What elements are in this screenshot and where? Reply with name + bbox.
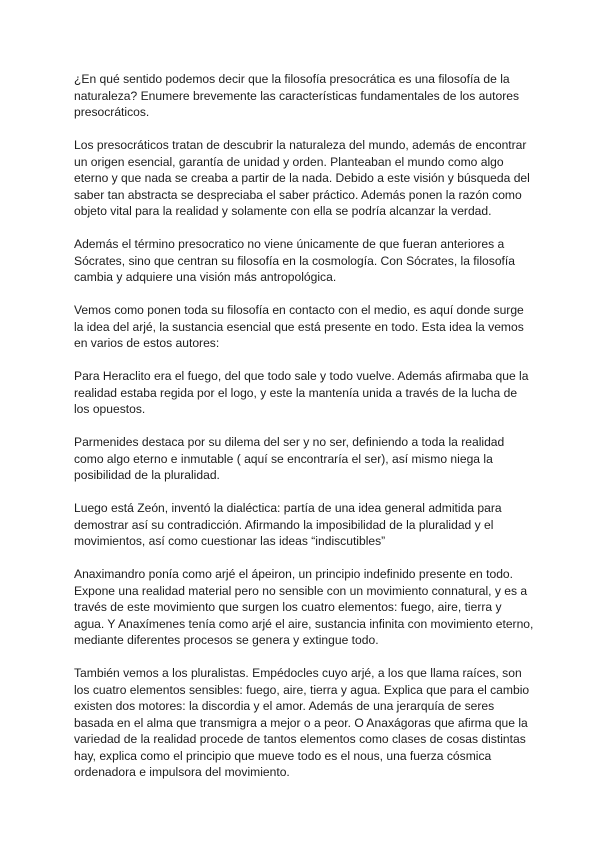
- paragraph-arje: Vemos como ponen toda su filosofía en contacto con el medio, es aquí donde surge la idea del arjé, la sustancia esencial que está presente en todo. Esta idea la vemos en varios de estos autores:: [74, 303, 524, 350]
- paragraph-pluralistas: También vemos a los pluralistas. Empédocles cuyo arjé, a los que llama raíces, son los cuatro elementos sensibles: fuego, aire, tierra y agua. Explica que para el cambio existen dos motores: la discordia y el amor. Además de una jerarquía de seres basada en el alma que transmigra a mejor o a peor. O Anaxágoras que afirma que la variedad de la realidad procede de tantos elementos como clases de cosas distintas hay, explica como el principio que mueve todo es el nous, una fuerza cósmica ordenadora e impulsora del movimiento.: [74, 666, 530, 779]
- document-body: [74, 71, 534, 797]
- paragraph-zenon: Luego está Zeón, inventó la dialéctica: partía de una idea general admitida para demostrar así su contradicción. Afirmando la imposibilidad de la pluralidad y el movimientos, así como cuestionar las ideas “indiscutibles”: [74, 501, 502, 548]
- paragraph-heraclito: Para Heraclito era el fuego, del que todo sale y todo vuelve. Además afirmaba que la realidad estaba regida por el logo, y este la mantenía unida a través de la lucha de los opuestos.: [74, 369, 529, 416]
- paragraph-parmenides: Parmenides destaca por su dilema del ser y no ser, definiendo a toda la realidad como algo eterno e inmutable ( aquí se encontraría el ser), así mismo niega la posibilidad de la pluralidad.: [74, 435, 505, 482]
- paragraph-presocraticos: Los presocráticos tratan de descubrir la naturaleza del mundo, además de encontrar un origen esencial, garantía de unidad y orden. Planteaban el mundo como algo eterno y que nada se creaba a partir de la nada. Debido a este visión y búsqueda del saber tan abstracta se despreciaba el saber práctico. Además ponen la razón como objeto vital para la realidad y solamente con ella se podría alcanzar la verdad.: [74, 138, 530, 218]
- paragraph-termino: Además el término presocratico no viene únicamente de que fueran anteriores a Sócrates, sino que centran su filosofía en la cosmología. Con Sócrates, la filosofía cambia y adquiere una visión más antropológica.: [74, 237, 515, 284]
- paragraph-anaximandro: Anaximandro ponía como arjé el ápeiron, un principio indefinido presente en todo. Expone una realidad material pero no sensible con un movimiento connatural, y es a través de este movimiento que surgen los cuatro elementos: fuego, aire, tierra y agua. Y Anaxímenes tenía como arjé el aire, sustancia infinita con movimiento eterno, mediante diferentes procesos se genera y extingue todo.: [74, 567, 534, 647]
- question-paragraph: ¿En qué sentido podemos decir que la filosofía presocrática es una filosofía de la naturaleza? Enumere brevemente las características fundamentales de los autores presocráticos.: [74, 72, 520, 119]
